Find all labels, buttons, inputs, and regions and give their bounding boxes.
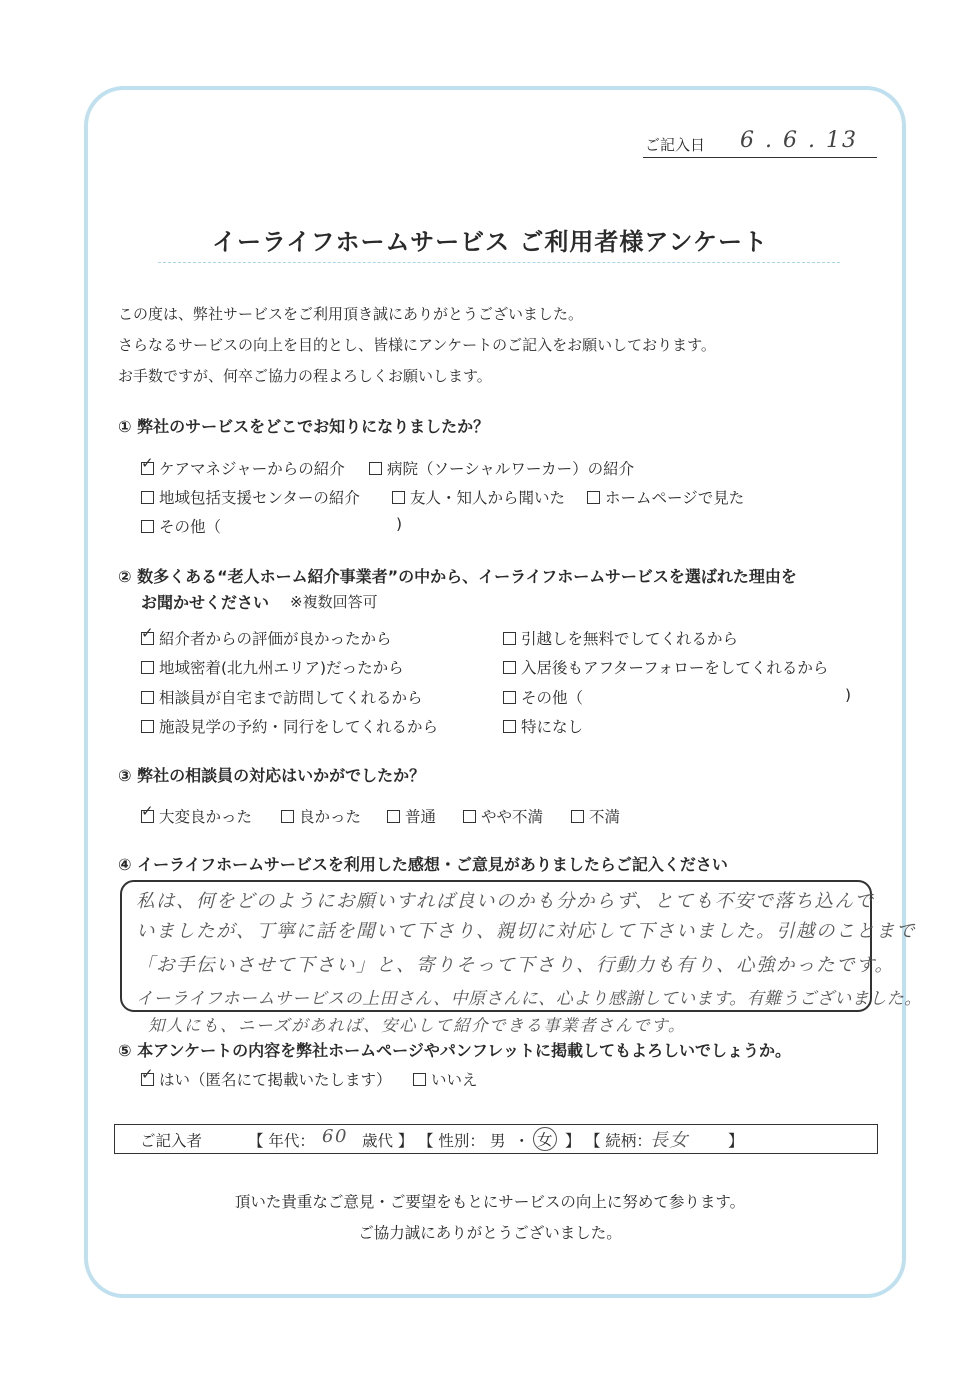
checkbox-icon[interactable] — [141, 810, 154, 823]
checkbox-icon[interactable] — [141, 720, 154, 733]
q3-option-somewhat-dissatisfied[interactable]: やや不満 — [463, 805, 543, 827]
q2-option-reputation[interactable]: ✓ 紹介者からの評価が良かったから — [141, 627, 392, 649]
q2-option-free-moving[interactable]: 引越しを無料でしてくれるから — [503, 627, 738, 649]
q4-question: ④ イーライフホームサービスを利用した感想・ご意見がありましたらご記入ください — [118, 855, 728, 874]
q3-option-dissatisfied[interactable]: 不満 — [571, 805, 620, 827]
checkbox-icon[interactable] — [463, 810, 476, 823]
q5-option-yes[interactable]: ✓ はい（匿名にて掲載いたします） — [141, 1068, 392, 1090]
relation-value[interactable]: 長女 — [650, 1130, 689, 1151]
q2-option-other[interactable]: その他（ — [503, 686, 583, 708]
q3-option-normal[interactable]: 普通 — [387, 805, 436, 827]
page-title: イーライフホームサービス ご利用者様アンケート — [212, 228, 768, 256]
q1-other-close-paren: ) — [396, 515, 403, 533]
q1-option-hospital[interactable]: 病院（ソーシャルワーカー）の紹介 — [369, 457, 634, 479]
intro-line-2: さらなるサービスの向上を目的とし、皆様にアンケートのご記入をお願いしております。 — [118, 336, 716, 354]
comment-line-2: いましたが、丁寧に話を聞いて下さり、親切に対応して下さいました。引越のことまで — [136, 921, 917, 942]
comment-line-4: イーライフホームサービスの上田さん、中原さんに、心より感謝しています。有難うございました。 — [136, 989, 922, 1009]
q1-question: ① 弊社のサービスをどこでお知りになりましたか？ — [118, 417, 490, 436]
q5-option-no[interactable]: いいえ — [413, 1068, 478, 1090]
checkbox-icon[interactable] — [369, 462, 382, 475]
intro-line-3: お手数ですが、何卒ご協力の程よろしくお願いします。 — [118, 367, 492, 385]
q2-question-line2: お聞かせください — [141, 593, 270, 612]
checkbox-icon[interactable] — [503, 632, 516, 645]
checkbox-icon[interactable] — [141, 691, 154, 704]
checkbox-icon[interactable] — [141, 661, 154, 674]
title-divider — [158, 262, 840, 263]
checkbox-icon[interactable] — [392, 491, 405, 504]
comment-line-5: 知人にも、ニーズがあれば、安心して紹介できる事業者さんです。 — [148, 1016, 686, 1035]
q2-option-aftercare[interactable]: 入居後もアフターフォローをしてくれるから — [503, 656, 828, 678]
checkbox-icon[interactable] — [571, 810, 584, 823]
gender-female[interactable]: 女 — [533, 1127, 557, 1151]
checkbox-icon[interactable] — [141, 491, 154, 504]
gender-separator: ・ — [514, 1132, 530, 1150]
checkbox-icon[interactable] — [587, 491, 600, 504]
q2-question: ② 数多くある“老人ホーム紹介事業者”の中から、イーライフホームサービスを選ばれた理由を — [118, 567, 797, 586]
comment-line-1: 私は、何をどのようにお願いすれば良いのかも分からず、とても不安で落ち込んで — [136, 891, 875, 912]
q2-option-home-visit[interactable]: 相談員が自宅まで訪問してくれるから — [141, 686, 423, 708]
intro-line-1: この度は、弊社サービスをご利用頂き誠にありがとうございました。 — [118, 305, 584, 323]
closing-line-1: 頂いた貴重なご意見・ご要望をもとにサービスの向上に努めて参ります。 — [234, 1193, 746, 1211]
checkbox-icon[interactable] — [503, 661, 516, 674]
gender-label: 【 性別： — [418, 1132, 485, 1150]
q2-option-local[interactable]: 地域密着(北九州エリア)だったから — [141, 656, 404, 678]
q3-option-very-good[interactable]: ✓ 大変良かった — [141, 805, 252, 827]
gender-male[interactable]: 男 — [490, 1132, 506, 1150]
q1-option-homepage[interactable]: ホームページで見た — [587, 486, 744, 508]
writer-label: ご記入者 — [140, 1132, 203, 1150]
q3-question: ③ 弊社の相談員の対応はいかがでしたか？ — [118, 766, 426, 785]
q2-option-none[interactable]: 特になし — [503, 715, 583, 737]
checkbox-icon[interactable] — [141, 632, 154, 645]
checkbox-icon[interactable] — [141, 1073, 154, 1086]
q1-option-support-center[interactable]: 地域包括支援センターの紹介 — [141, 486, 360, 508]
q1-option-care-manager[interactable]: ✓ ケアマネジャーからの紹介 — [141, 457, 345, 479]
checkbox-icon[interactable] — [413, 1073, 426, 1086]
checkbox-icon[interactable] — [141, 462, 154, 475]
checkbox-icon[interactable] — [387, 810, 400, 823]
q1-option-friend[interactable]: 友人・知人から聞いた — [392, 486, 565, 508]
relation-close: 】 — [728, 1132, 744, 1150]
comment-line-3: 「お手伝いさせて下さい」と、寄りそって下さり、行動力も有り、心強かったです。 — [136, 955, 895, 976]
age-suffix: 歳代 】 — [362, 1132, 414, 1150]
q5-question: ⑤ 本アンケートの内容を弊社ホームページやパンフレットに掲載してもよろしいでしょうか。 — [118, 1041, 792, 1060]
gender-close: 】 — [565, 1132, 581, 1150]
q1-option-other[interactable]: その他（ — [141, 515, 221, 537]
date-label: ご記入日 — [645, 136, 706, 154]
q2-other-close-paren: ) — [845, 686, 852, 704]
q3-option-good[interactable]: 良かった — [281, 805, 361, 827]
date-underline — [643, 157, 877, 158]
closing-line-2: ご協力誠にありがとうございました。 — [358, 1224, 622, 1242]
age-label: 【 年代： — [248, 1132, 315, 1150]
date-value[interactable]: 6 . 6 . 13 — [740, 128, 858, 153]
relation-label: 【 続柄： — [585, 1132, 652, 1150]
q2-note: ※複数回答可 — [290, 593, 378, 611]
checkbox-icon[interactable] — [503, 720, 516, 733]
checkbox-icon[interactable] — [141, 520, 154, 533]
checkbox-icon[interactable] — [281, 810, 294, 823]
checkbox-icon[interactable] — [503, 691, 516, 704]
age-value[interactable]: 60 — [322, 1126, 348, 1147]
q2-option-facility-tour[interactable]: 施設見学の予約・同行をしてくれるから — [141, 715, 438, 737]
